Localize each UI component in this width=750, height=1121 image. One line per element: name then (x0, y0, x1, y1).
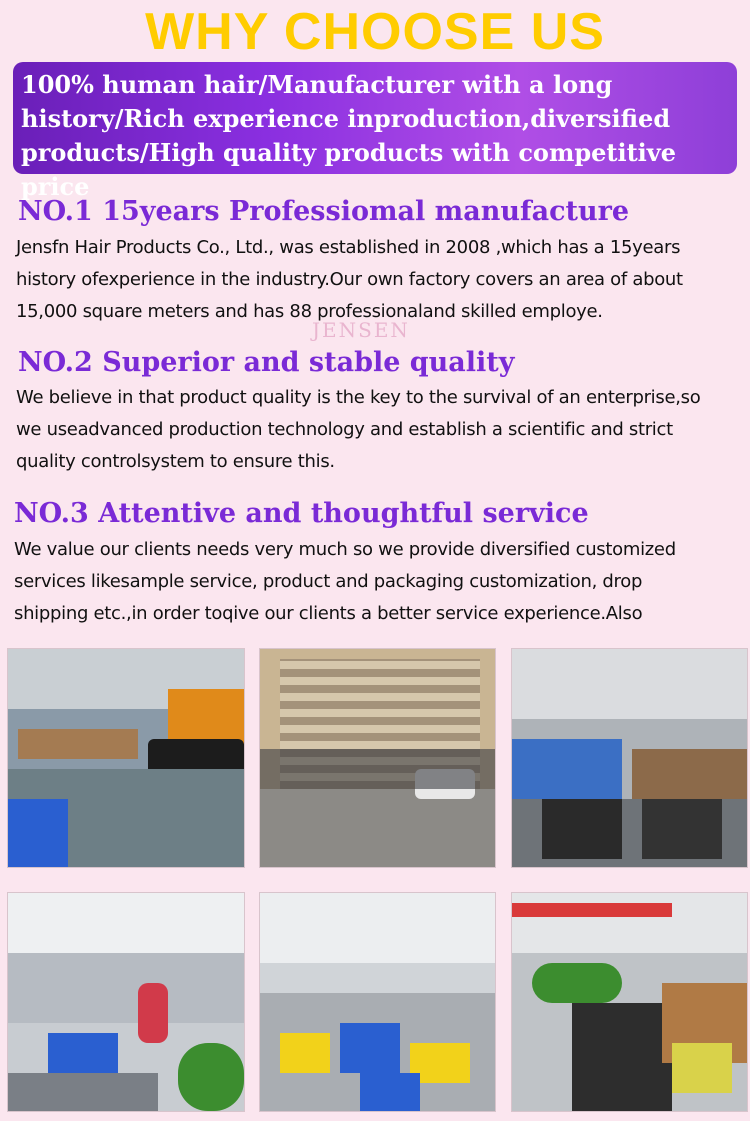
workshop-workers-photo (7, 892, 245, 1112)
section-1-line: Jensfn Hair Products Co., Ltd., was established in 2008 ,which has a 15years (16, 237, 681, 258)
section-3-line: shipping etc.,in order toqive our clients a better service experience.Also (14, 603, 643, 624)
banner-line: 100% human hair/Manufacturer with a long (21, 70, 613, 99)
section-2-line: quality controlsystem to ensure this. (16, 451, 335, 472)
production-floor-photo (259, 892, 496, 1112)
hair-warehouse-photo (7, 648, 245, 868)
section-1-text (16, 232, 736, 328)
section-1-line: 15,000 square meters and has 88 professionaland skilled employe. (16, 301, 603, 322)
section-2-heading: NO.2 Superior and stable quality (18, 347, 515, 378)
section-2-line: we useadvanced production technology and establish a scientific and strict (16, 419, 673, 440)
factory-building-photo (259, 648, 496, 868)
banner-line: products/High quality products with competitive price (21, 138, 677, 201)
office-interior-photo (511, 892, 748, 1112)
section-1-heading: NO.1 15years Professiomal manufacture (18, 196, 630, 227)
section-3-text (14, 534, 734, 630)
section-3-line: We value our clients needs very much so we provide diversified customized (14, 539, 676, 560)
section-2-text (16, 382, 736, 478)
brand-watermark: JENSEN (312, 318, 410, 342)
section-3-heading: NO.3 Attentive and thoughtful service (14, 498, 589, 529)
feature-banner (13, 62, 737, 201)
section-2-line: We believe in that product quality is the key to the survival of an enterprise,so (16, 387, 701, 408)
section-3-line: services likesample service, product and packaging customization, drop (14, 571, 643, 592)
banner-line: history/Rich experience inproduction,diversified (21, 104, 671, 133)
section-1-line: history ofexperience in the industry.Our own factory covers an area of about (16, 269, 683, 290)
office-desks-photo (511, 648, 748, 868)
page-title: WHY CHOOSE US (145, 3, 605, 61)
